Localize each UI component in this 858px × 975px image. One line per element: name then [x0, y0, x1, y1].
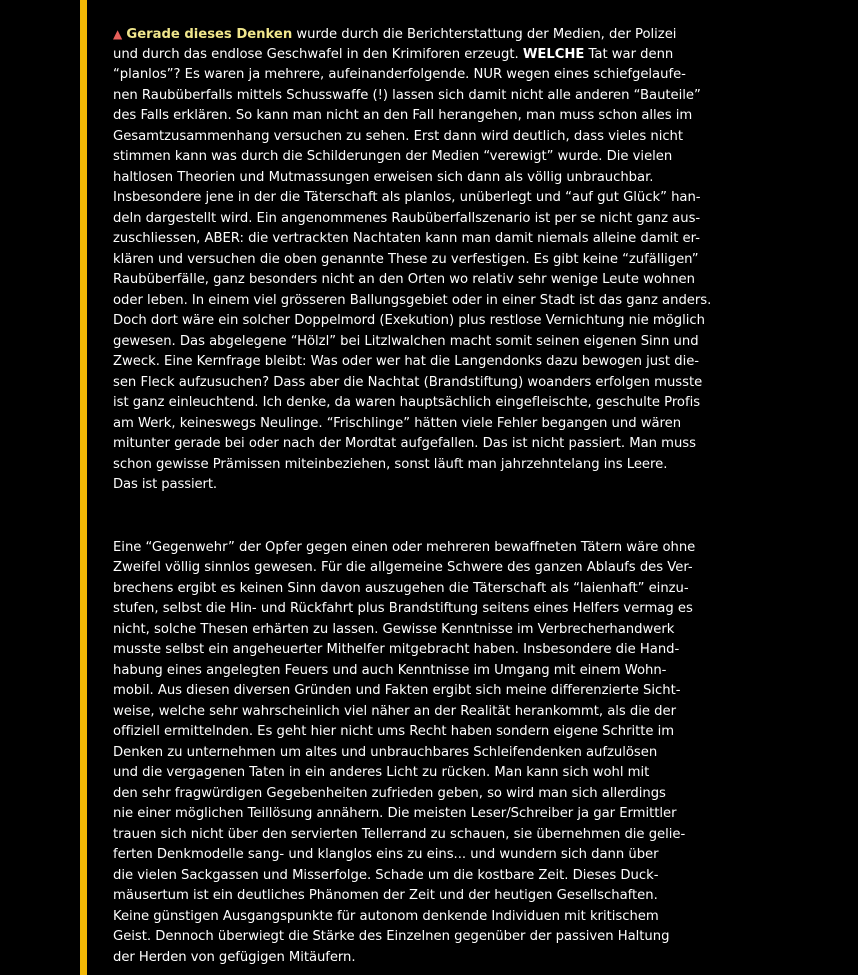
paragraph-line: Geist. Dennoch überwiegt die Stärke des Einzelnen gegenüber der passiven Haltung	[113, 929, 670, 944]
paragraph-line: “planlos”? Es waren ja mehrere, aufeinanderfolgende. NUR wegen eines schiefgelaufe-	[113, 67, 686, 82]
paragraph-line: mäusertum ist ein deutliches Phänomen der Zeit und der heutigen Gesellschaften.	[113, 888, 658, 903]
paragraph-line: habung eines angelegten Feuers und auch Kenntnisse im Umgang mit einem Wohn-	[113, 662, 667, 678]
highlighted-phrase: Gerade dieses Denken	[126, 27, 293, 42]
paragraph-line: offiziell ermittelnden. Es geht hier nicht ums Recht haben sondern eigene Schritte im	[113, 724, 675, 739]
paragraph-line: klären und versuchen die oben genannte These zu verfestigen. Es gibt keine “zufälligen”	[113, 251, 699, 267]
left-accent-bar	[80, 0, 87, 975]
paragraph-line: nie einer möglichen Teillösung annähern. Die meisten Leser/Schreiber ja gar Ermittler	[113, 806, 677, 821]
paragraph-line: mitunter gerade bei oder nach der Mordtat aufgefallen. Das ist nicht passiert. Man muss	[113, 436, 696, 451]
line-text: wurde durch die Berichterstattung der Medien, der Polizei	[292, 27, 677, 42]
paragraph-line: Zweifel völlig sinnlos gewesen. Für die allgemeine Schwere des ganzen Ablaufs des Ver-	[113, 560, 693, 575]
paragraph-line: stufen, selbst die Hin- und Rückfahrt plus Brandstiftung seitens eines Helfers vermag es	[113, 601, 693, 616]
paragraph-line: Zweck. Eine Kernfrage bleibt: Was oder wer hat die Langendonks dazu bewogen just die-	[113, 354, 700, 369]
paragraph-line: sen Fleck aufzusuchen? Dass aber die Nachtat (Brandstiftung) woanders erfolgen musste	[113, 374, 703, 390]
paragraph-1	[113, 24, 763, 496]
line-text: Tat war denn	[584, 46, 674, 62]
paragraph-line: deln dargestellt wird. Ein angenommenes Raubüberfallszenario ist per se nicht ganz aus-	[113, 210, 701, 226]
paragraph-line: am Werk, keineswegs Neulinge. “Frischlinge” hätten viele Fehler begangen und wären	[113, 415, 682, 431]
paragraph-line: der Herden von gefügigen Mitäufern.	[113, 949, 356, 965]
line-text: und durch das endlose Geschwafel in den Krimiforen erzeugt.	[113, 46, 523, 62]
paragraph-line: Raubüberfälle, ganz besonders nicht an den Orten wo relativ sehr wenige Leute wohnen	[113, 272, 695, 287]
paragraph-line: musste selbst ein angeheuerter Mithelfer mitgebracht haben. Insbesondere die Hand-	[113, 642, 680, 657]
paragraph-line: brechens ergibt es keinen Sinn davon auszugehen die Täterschaft als “laienhaft” einzu-	[113, 580, 689, 596]
paragraph-line: mobil. Aus diesen diversen Gründen und Fakten ergibt sich meine differenzierte Sicht-	[113, 683, 681, 698]
paragraph-line: des Falls erklären. So kann man nicht an den Fall herangehen, man muss schon alles im	[113, 108, 693, 123]
paragraph-line: nen Raubüberfalls mittels Schusswaffe (!) lassen sich damit nicht alle anderen “Bauteile”	[113, 87, 701, 103]
article-body	[113, 24, 763, 968]
paragraph-line: schon gewisse Prämissen miteinbeziehen, sonst läuft man jahrzehntelang ins Leere.	[113, 456, 668, 472]
paragraph-line: Insbesondere jene in der die Täterschaft als planlos, unüberlegt und “auf gut Glück” han-	[113, 190, 701, 205]
paragraph-line: Doch dort wäre ein solcher Doppelmord (Exekution) plus restlose Vernichtung nie möglich	[113, 313, 705, 328]
paragraph-line: Denken zu unternehmen um altes und unbrauchbares Schleifendenken aufzulösen	[113, 744, 658, 760]
paragraph-line: Das ist passiert.	[113, 477, 217, 492]
paragraph-line: Eine “Gegenwehr” der Opfer gegen einen oder mehreren bewaffneten Tätern wäre ohne	[113, 539, 696, 555]
paragraph-line: die vielen Sackgassen und Misserfolge. Schade um die kostbare Zeit. Dieses Duck-	[113, 867, 659, 883]
paragraph-line: ferten Denkmodelle sang- und klanglos eins zu eins... und wundern sich dann über	[113, 847, 659, 862]
emphasis-word: WELCHE	[522, 46, 585, 62]
triangle-up-icon: ▲	[113, 27, 123, 41]
paragraph-2	[113, 538, 763, 969]
paragraph-line: gewesen. Das abgelegene “Hölzl” bei Litzlwalchen macht somit seinen eigenen Sinn und	[113, 333, 699, 349]
paragraph-line: Gesamtzusammenhang versuchen zu sehen. Erst dann wird deutlich, dass vieles nicht	[113, 128, 684, 144]
paragraph-line	[113, 24, 763, 45]
paragraph-line: stimmen kann was durch die Schilderungen der Medien “verewigt” wurde. Die vielen	[113, 149, 673, 164]
paragraph-line: weise, welche sehr wahrscheinlich viel näher an der Realität herankommt, als die der	[113, 703, 677, 719]
paragraph-line: trauen sich nicht über den servierten Tellerrand zu schauen, sie übernehmen die gelie-	[113, 826, 686, 842]
paragraph-line: oder leben. In einem viel grösseren Ballungsgebiet oder in einer Stadt ist das ganz anders.	[113, 292, 712, 308]
paragraph-line: ist ganz einleuchtend. Ich denke, da waren hauptsächlich eingefleischte, geschulte Profis	[113, 395, 701, 410]
paragraph-line: haltlosen Theorien und Mutmassungen erweisen sich dann als völlig unbrauchbar.	[113, 169, 654, 185]
paragraph-line: zuschliessen, ABER: die vertrackten Nachtaten kann man damit niemals alleine damit er-	[113, 231, 700, 246]
paragraph-line: nicht, solche Thesen erhärten zu lassen. Gewisse Kenntnisse im Verbrecherhandwerk	[113, 621, 675, 637]
paragraph-line: und die vergagenen Taten in ein anderes Licht zu rücken. Man kann sich wohl mit	[113, 765, 650, 780]
paragraph-line	[113, 45, 763, 66]
paragraph-line: Keine günstigen Ausgangspunkte für autonom denkende Individuen mit kritischem	[113, 908, 659, 924]
paragraph-line: den sehr fragwürdigen Gegebenheiten zufrieden geben, so wird man sich allerdings	[113, 785, 666, 801]
